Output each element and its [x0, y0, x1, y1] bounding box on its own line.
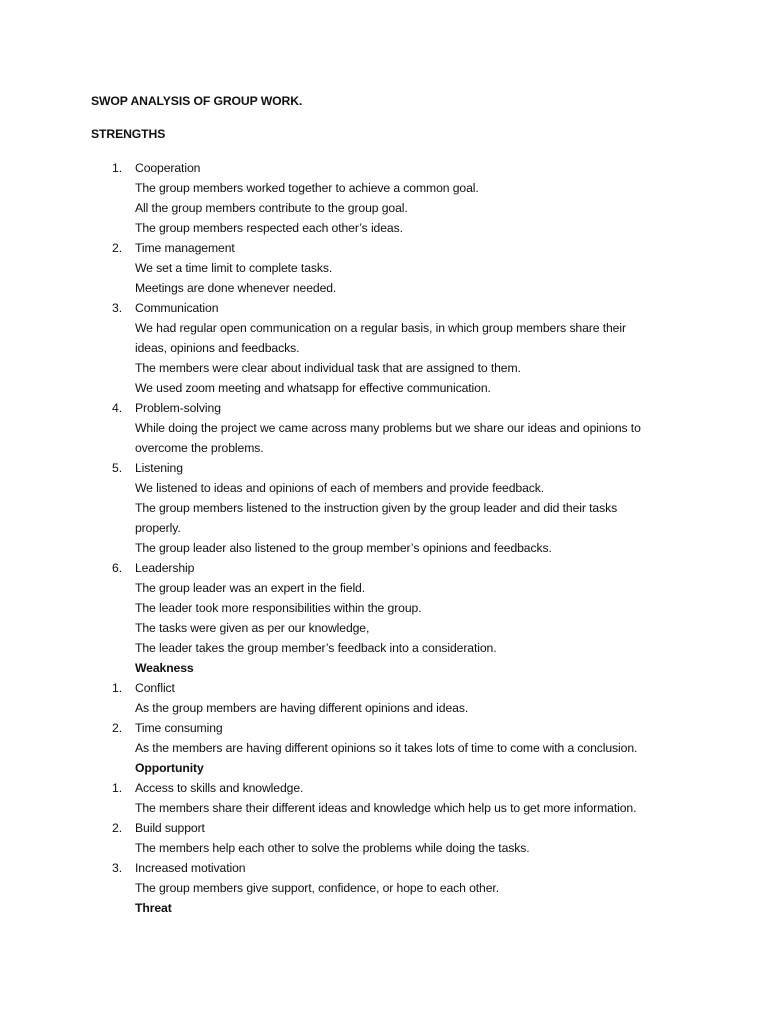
list-number: 5. — [112, 461, 123, 475]
list-item-line: overcome the problems. — [135, 441, 264, 455]
list-item-line: Meetings are done whenever needed. — [135, 281, 337, 295]
section-heading-weakness: Weakness — [135, 661, 194, 675]
list-item-heading: Cooperation — [135, 161, 201, 175]
list-item-heading: Communication — [135, 301, 219, 315]
section-heading-opportunity: Opportunity — [135, 761, 204, 775]
list-item-heading: Listening — [135, 461, 183, 475]
list-item-line: The group members listened to the instruction given by the group leader and did their tasks — [135, 501, 618, 515]
list-item-line: ideas, opinions and feedbacks. — [135, 341, 300, 355]
list-item-heading: Leadership — [135, 561, 195, 575]
list-number: 1. — [112, 681, 123, 695]
list-item-heading: Conflict — [135, 681, 175, 695]
list-item-line: All the group members contribute to the group goal. — [135, 201, 408, 215]
list-item-line: The leader took more responsibilities within the group. — [135, 601, 422, 615]
document-title: SWOP ANALYSIS OF GROUP WORK. — [91, 94, 303, 108]
list-item-line: The leader takes the group member’s feedback into a consideration. — [135, 641, 497, 655]
list-item-line: We listened to ideas and opinions of each of members and provide feedback. — [135, 481, 545, 495]
list-item-line: The members share their different ideas and knowledge which help us to get more information. — [135, 801, 637, 815]
list-item-line: As the group members are having different opinions and ideas. — [135, 701, 469, 715]
list-number: 3. — [112, 301, 123, 315]
list-item-heading: Increased motivation — [135, 861, 246, 875]
list-item-line: We used zoom meeting and whatsapp for effective communication. — [135, 381, 491, 395]
list-item-line: The members help each other to solve the problems while doing the tasks. — [135, 841, 530, 855]
list-item-heading: Access to skills and knowledge. — [135, 781, 304, 795]
list-number: 3. — [112, 861, 123, 875]
list-item-line: The group leader also listened to the group member’s opinions and feedbacks. — [135, 541, 552, 555]
list-item-line: The group members respected each other’s ideas. — [135, 221, 403, 235]
list-item-line: We set a time limit to complete tasks. — [135, 261, 333, 275]
list-item-line: The group leader was an expert in the field. — [135, 581, 366, 595]
list-item-heading: Build support — [135, 821, 205, 835]
list-item-line: The members were clear about individual task that are assigned to them. — [135, 361, 521, 375]
list-number: 2. — [112, 821, 123, 835]
list-item-heading: Time consuming — [135, 721, 223, 735]
list-number: 6. — [112, 561, 123, 575]
list-item-line: While doing the project we came across many problems but we share our ideas and opinions to — [135, 421, 641, 435]
list-item-line: The tasks were given as per our knowledge, — [135, 621, 370, 635]
list-number: 2. — [112, 721, 123, 735]
list-item-line: The group members worked together to achieve a common goal. — [135, 181, 479, 195]
section-heading-strengths: STRENGTHS — [91, 127, 166, 141]
list-number: 1. — [112, 781, 123, 795]
list-number: 2. — [112, 241, 123, 255]
list-number: 4. — [112, 401, 123, 415]
list-item-heading: Problem-solving — [135, 401, 221, 415]
list-item-line: We had regular open communication on a regular basis, in which group members share their — [135, 321, 626, 335]
section-heading-threat: Threat — [135, 901, 172, 915]
list-item-line: As the members are having different opinions so it takes lots of time to come with a conclusion. — [135, 741, 638, 755]
list-item-line: properly. — [135, 521, 181, 535]
list-item-heading: Time management — [135, 241, 235, 255]
list-number: 1. — [112, 161, 123, 175]
list-item-line: The group members give support, confidence, or hope to each other. — [135, 881, 499, 895]
